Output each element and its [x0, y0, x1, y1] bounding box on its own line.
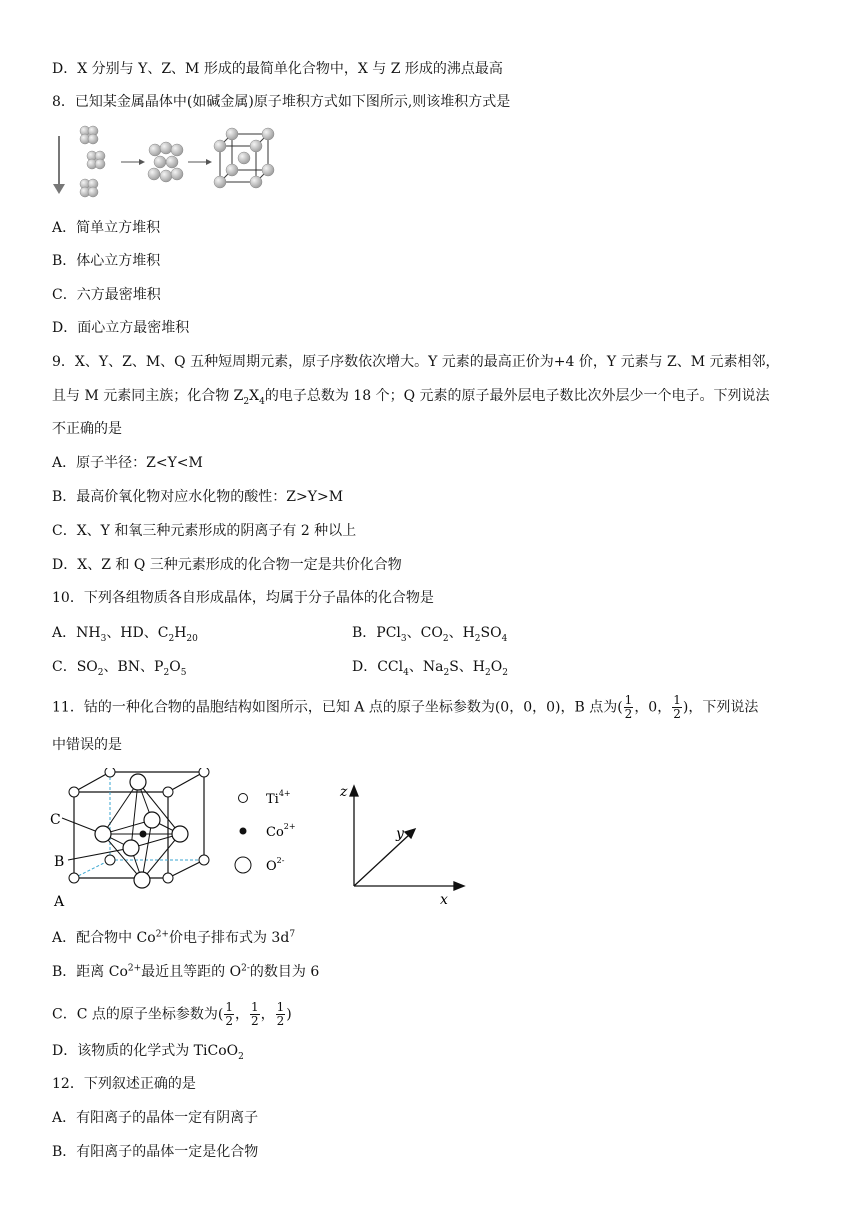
q10-option-c: C．$SO_2$、BN、$P_2O_5$	[52, 659, 187, 678]
q11-stem-line1: 11．钴的一种化合物的晶胞结构如图所示，已知 A 点的原子坐标参数为(0，0，0)，B 点为( $\frac{1}{2}$ ，0， $\frac{1}{2}$ )，下列说法	[52, 693, 759, 721]
q10-stem: 10．下列各组物质各自形成晶体，均属于分子晶体的化合物是	[52, 590, 434, 606]
q10-option-a: A．$NH_3$、HD、$C_2H_{20}$	[52, 625, 198, 644]
q11-crystal-figure	[48, 768, 468, 914]
q11-option-b: B．距离 $Co^{2+}$最近且等距的 $O^{2-}$的数目为 6	[52, 963, 320, 980]
axis-x-label: x	[440, 892, 448, 908]
q12-stem: 12．下列叙述正确的是	[52, 1076, 196, 1092]
legend-co: $Co^{2+}$	[266, 822, 296, 840]
q9-stem-line1: 9．X、Y、Z、M、Q 五种短周期元素，原子序数依次增大。Y 元素的最高正价为+4 价，Y 元素与 Z、M 元素相邻，	[52, 354, 780, 370]
q9-stem-line2: 且与 M 元素同主族；化合物 $Z_2X_4$的电子总数为 18 个；Q 元素的原子最外层电子数比次外层少一个电子。下列说法	[52, 388, 770, 407]
q12-option-a: A．有阳离子的晶体一定有阴离子	[52, 1110, 259, 1126]
frac-half: $\frac{1}{2}$	[673, 693, 681, 721]
q8-stacking-figure	[52, 122, 282, 204]
frac-half: $\frac{1}{2}$	[276, 1000, 285, 1028]
frac-half: $\frac{1}{2}$	[225, 1000, 233, 1028]
label-b: B	[54, 854, 65, 870]
q10-option-d: D．CCl$_4$、$Na_2S$、$H_2O_2$	[352, 659, 508, 678]
legend-ti: $Ti^{4+}$	[266, 789, 291, 807]
q9-option-d: D．X、Z 和 Q 三种元素形成的化合物一定是共价化合物	[52, 557, 402, 573]
q8-stem: 8．已知某金属晶体中(如碱金属)原子堆积方式如下图所示,则该堆积方式是	[52, 94, 511, 110]
q10-option-b: B．PCl$_3$、$CO_2$、$H_2SO_4$	[352, 625, 508, 644]
legend-o: $O^{2-}$	[266, 856, 285, 874]
frac-half: $\frac{1}{2}$	[624, 693, 633, 721]
frac-half: $\frac{1}{2}$	[250, 1000, 259, 1028]
q11-option-a: A．配合物中 $Co^{2+}$价电子排布式为 $3d^7$	[52, 929, 296, 946]
q7-option-d: D．X 分别与 Y、Z、M 形成的最简单化合物中，X 与 Z 形成的沸点最高	[52, 61, 503, 77]
q8-option-c: C．六方最密堆积	[52, 287, 161, 303]
axis-y-label: y	[396, 826, 404, 842]
label-c: C	[50, 812, 61, 828]
q8-option-d: D．面心立方最密堆积	[52, 320, 190, 336]
q8-option-a: A．简单立方堆积	[52, 220, 161, 236]
q9-option-b: B．最高价氧化物对应水化物的酸性：Z>Y>M	[52, 489, 344, 505]
q9-option-c: C．X、Y 和氧三种元素形成的阴离子有 2 种以上	[52, 523, 357, 539]
q11-stem-line2: 中错误的是	[52, 737, 122, 753]
label-a: A	[54, 894, 65, 910]
q9-stem-line3: 不正确的是	[52, 421, 122, 437]
q11-option-c: C．C 点的原子坐标参数为( $\frac{1}{2}$ ， $\frac{1}{2}$ ， $\frac{1}{2}$ )	[52, 1000, 292, 1028]
q8-option-b: B．体心立方堆积	[52, 253, 161, 269]
q9-option-a: A．原子半径：Z<Y<M	[52, 455, 203, 471]
q11-option-d: D．该物质的化学式为 TiCoO$_2$	[52, 1043, 244, 1062]
axis-z-label: z	[340, 784, 348, 800]
q12-option-b: B．有阳离子的晶体一定是化合物	[52, 1144, 259, 1160]
